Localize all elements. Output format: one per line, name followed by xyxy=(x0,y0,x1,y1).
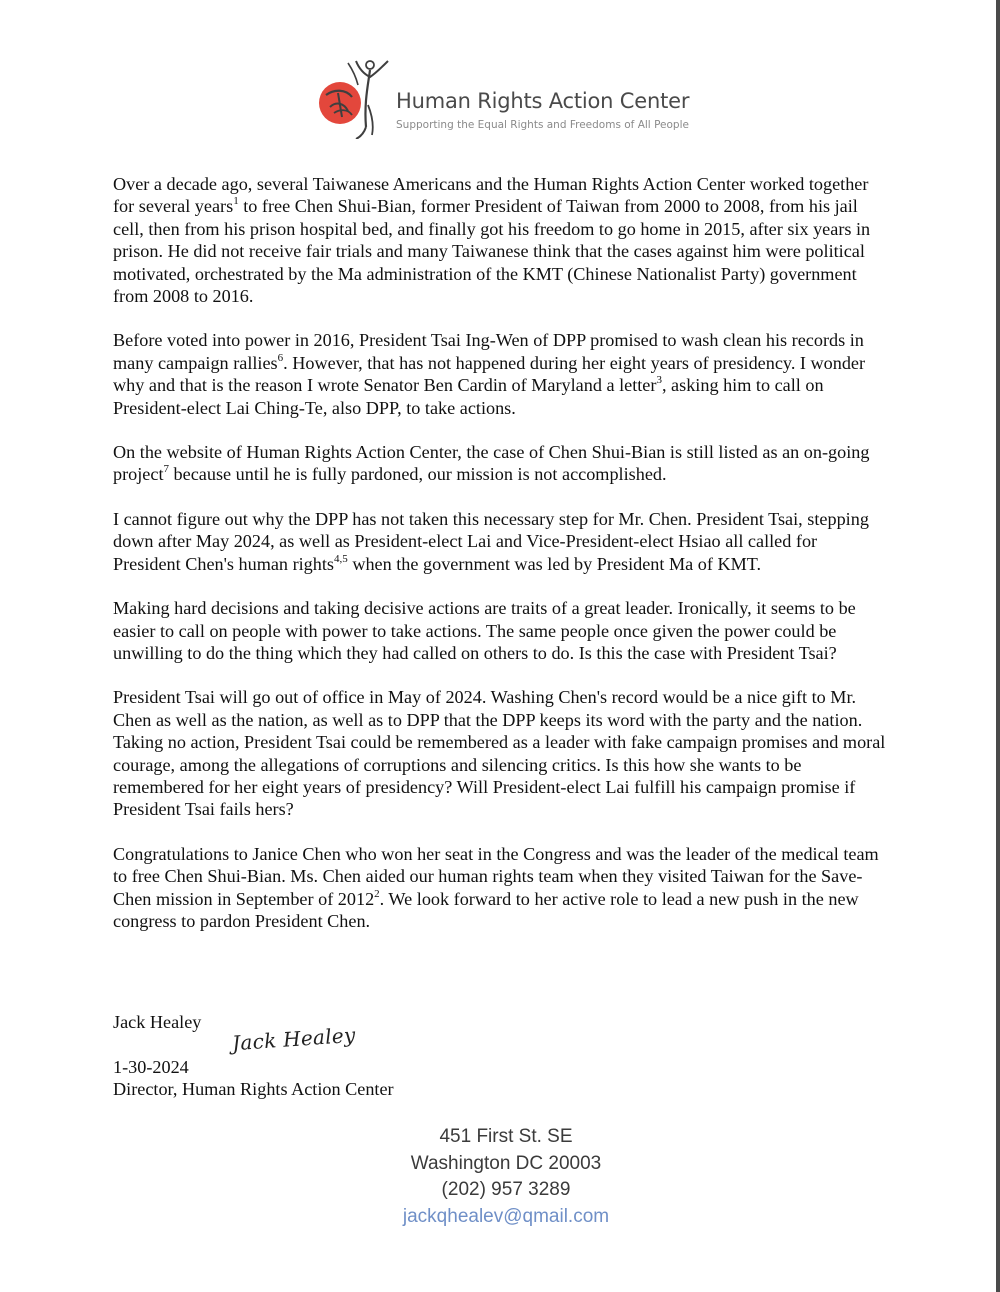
handwritten-signature: Jack Healey xyxy=(231,1022,357,1056)
footnote-ref: 1 xyxy=(233,195,239,208)
signer-title: Director, Human Rights Action Center xyxy=(113,1079,394,1099)
letter-date: 1-30-2024 xyxy=(113,1057,189,1077)
address-city: Washington DC 20003 xyxy=(410,1152,602,1174)
address-email[interactable]: jackqhealev@qmail.com xyxy=(402,1205,610,1227)
org-name: Human Rights Action Center xyxy=(396,89,690,113)
paragraph-4: I cannot figure out why the DPP has not taken this necessary step for Mr. Chen. President Tsai, stepping down after May 2024, as well as President-elect Lai and Vice-President-elect Hsiao all called for President Chen's human rights$^{4,5}$ when the government was led by President Ma of KMT. xyxy=(113,508,869,574)
signer-name: Jack Healey xyxy=(113,1012,202,1032)
paragraph-2: Before voted into power in 2016, President Tsai Ing-Wen of DPP promised to wash clean his records in many campaign rallies$^6$. However, that has not happened during her eight years of presidency. I wonder why and that is the reason I wrote Senator Ben Cardin of Maryland a letter$^3$, asking him to call on President-elect Lai Ching-Te, also DPP, to take actions. xyxy=(113,330,866,418)
paragraph-3: On the website of Human Rights Action Center, the case of Chen Shui-Bian is still listed as an on-going project$^7$ because until he is fully pardoned, our mission is not accomplished. xyxy=(113,442,870,485)
paragraph-7: Congratulations to Janice Chen who won her seat in the Congress and was the leader of the medical team to free Chen Shui-Bian. Ms. Chen aided our human rights team when they visited Taiwan for the Save-Chen mission in September of 2012$^2$. We look forward to her active role to lead a new push in the new congress to pardon President Chen. xyxy=(113,843,879,931)
paragraph-1: Over a decade ago, several Taiwanese Americans and the Human Rights Action Center worked together for several years$^1$ to free Chen Shui-Bian, former President of Taiwan from 2000 to 2008, from his jail cell, then from his prison hospital bed, and finally got his freedom to go home in 2015, after six years in prison. He did not receive fair trials and many Taiwanese think that the cases against him were political motivated, orchestrated by the Ma administration of the KMT (Chinese Nationalist Party) government from 2008 to 2016. xyxy=(113,174,871,307)
address-street: 451 First St. SE xyxy=(439,1126,573,1147)
org-tagline: Supporting the Equal Rights and Freedoms of All People xyxy=(396,119,689,131)
paragraph-5: Making hard decisions and taking decisive actions are traits of a great leader. Ironically, it seems to be easier to call on people with power to take actions. The same people once given the power could be unwilling to do the thing which they had called on others to do. Is this the case with President Tsai? xyxy=(113,598,856,663)
footnote-ref: 4,5 xyxy=(334,552,348,565)
footnote-ref: 6 xyxy=(277,351,284,364)
paragraph-6: President Tsai will go out of office in May of 2024. Washing Chen's record would be a nice gift to Mr. Chen as well as the nation, as well as to DPP that the DPP keeps its word with the party and the nation. Taking no action, President Tsai could be remembered as a leader with fake campaign promises and moral courage, among the allegations of corruptions and silencing critics. Is this how she wants to be remembered for her eight years of presidency? Will President-elect Lai fulfill his campaign promise if President Tsai fails hers? xyxy=(113,687,886,820)
contact-address xyxy=(0,1124,1000,1230)
footnote-ref: 2 xyxy=(374,887,380,900)
letter-body xyxy=(113,173,888,954)
page-edge xyxy=(996,0,1000,1292)
org-logo xyxy=(312,55,712,145)
address-phone: (202) 957 3289 xyxy=(441,1179,571,1200)
org-logo-icon xyxy=(312,55,394,139)
footnote-ref: 3 xyxy=(656,374,662,387)
footnote-ref: 7 xyxy=(163,463,169,476)
